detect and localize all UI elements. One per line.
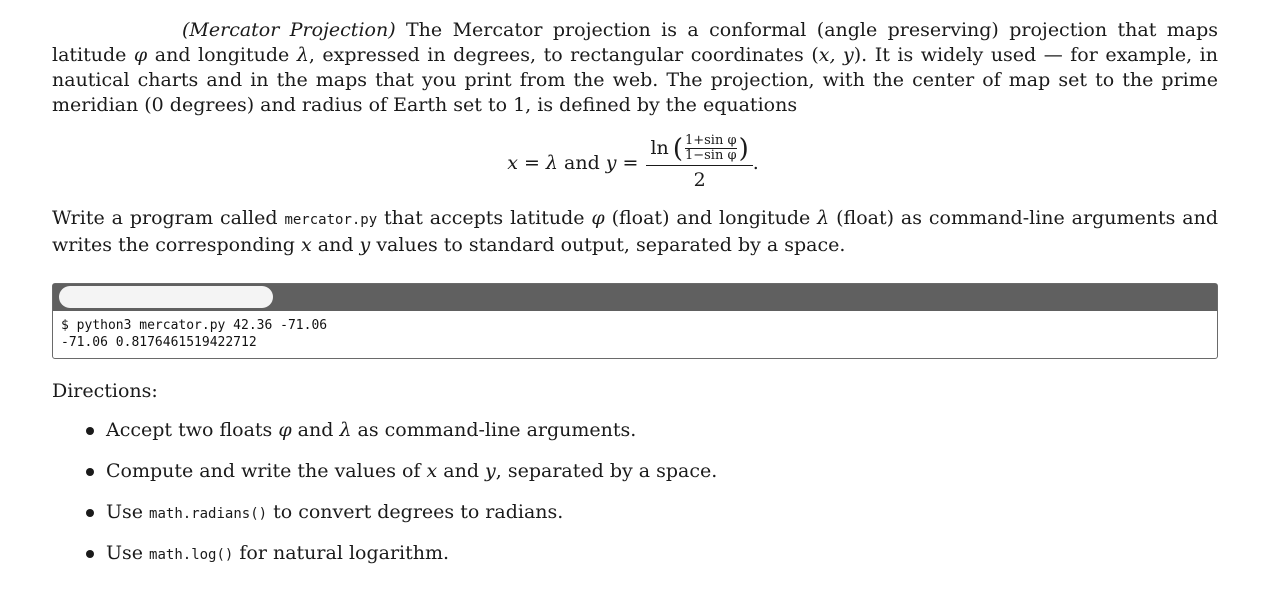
terminal-output (53, 311, 1217, 357)
task-paragraph: Write a program called mercator.py that accepts latitude φ (float) and longitude λ (float) as command-line arguments and writes the corresponding x and y values to standard output, separated by a space. (52, 207, 1218, 256)
terminal-title-bar (53, 284, 1217, 311)
filename-code: mercator.py (284, 212, 378, 228)
section-title: (Mercator Projection) (182, 19, 396, 41)
intro-paragraph: (Mercator Projection) The Mercator projection is a conformal (angle preserving) projection that maps latitude φ and longitude λ, expressed in degrees, to rectangular coordinates (x, y). It is widely used — for example, in nautical charts and in the maps that you print from the web. The projection, with the center of map set to the prime meridian (0 degrees) and radius of Earth set to 1, is defined by the equations (52, 19, 1218, 116)
list-item: Use math.radians() to convert degrees to radians. (86, 500, 717, 541)
redaction-blur (56, 19, 180, 41)
directions-heading: Directions: (52, 380, 158, 402)
bullet-icon (86, 468, 94, 476)
code-snippet: math.log() (149, 547, 234, 563)
mercator-equation: x = λ and y = ln ( $\frac{\text{1+sin φ}}{\text{1−sin φ}}$ ) 2 . (507, 133, 759, 191)
list-item: Compute and write the values of x and y, separated by a space. (86, 459, 717, 500)
list-item: Use math.log() for natural logarithm. (86, 541, 717, 582)
bullet-icon (86, 550, 94, 558)
directions-list (86, 418, 717, 582)
equation-fraction: ln ( $\frac{\text{1+sin φ}}{\text{1−sin φ}}$ ) 2 (646, 134, 752, 193)
bullet-icon (86, 427, 94, 435)
code-snippet: math.radians() (149, 506, 268, 522)
bullet-icon (86, 509, 94, 517)
list-item: Accept two floats φ and λ as command-line arguments. (86, 418, 717, 459)
redaction-blur (59, 286, 273, 308)
terminal-command-line: $ python3 mercator.py 42.36 -71.06 (61, 318, 328, 333)
terminal-window (52, 283, 1218, 359)
terminal-result-line: -71.06 0.8176461519422712 (61, 335, 257, 350)
